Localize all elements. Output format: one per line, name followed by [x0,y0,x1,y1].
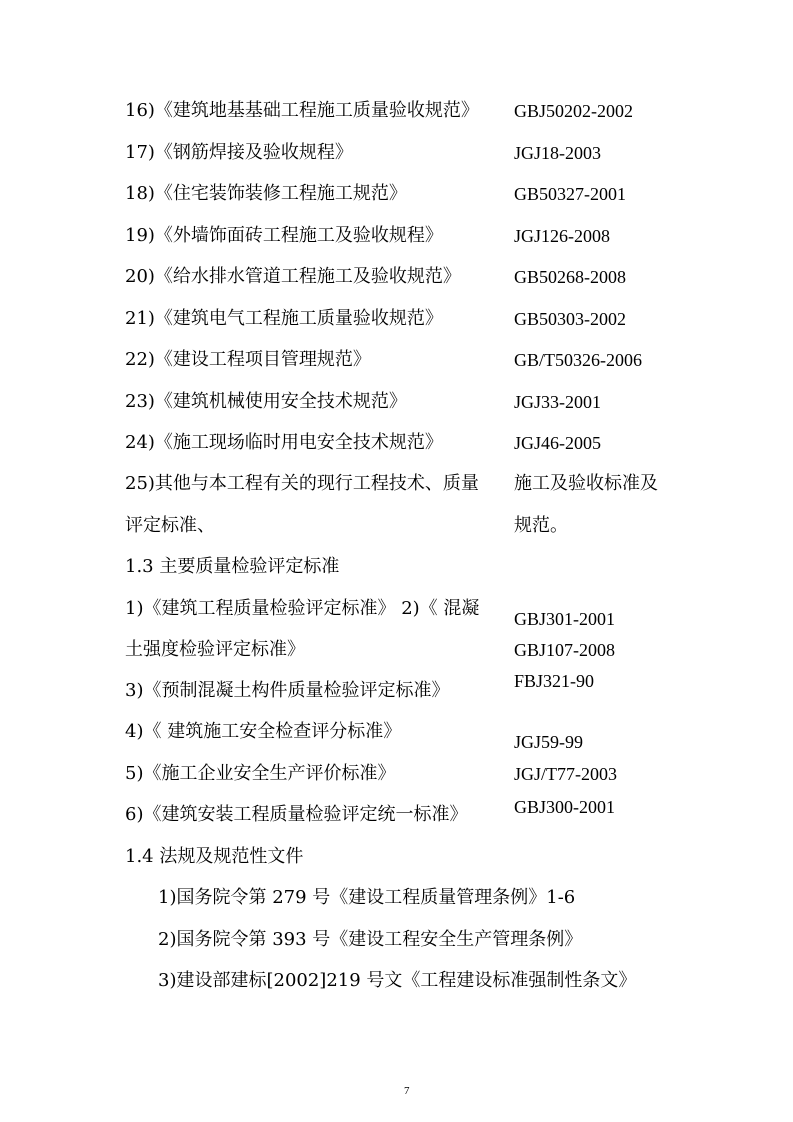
reference-code: GBJ50202-2002 [514,101,634,121]
standard-code: GBJ107-2008 [514,640,616,660]
standard-code: JGJ/T77-2003 [514,764,617,784]
reference-code: GB50268-2008 [514,267,626,287]
reference-code: GB/T50326-2006 [514,350,642,370]
standard-line: 土强度检验评定标准》 [125,639,305,660]
reference-title: 24)《施工现场临时用电安全技术规范》 [125,432,443,453]
reference-code: JGJ46-2005 [514,433,602,453]
reference-title: 17)《钢筋焊接及验收规程》 [125,142,353,163]
reference-title: 22)《建设工程项目管理规范》 [125,349,371,370]
section-heading-1-3: 1.3 主要质量检验评定标准 [125,556,340,577]
reference-code: JGJ18-2003 [514,143,602,163]
standard-code: GBJ301-2001 [514,609,616,629]
section-heading-1-4: 1.4 法规及规范性文件 [125,846,304,867]
reference-code: JGJ126-2008 [514,226,611,246]
standard-line: 1)《建筑工程质量检验评定标准》 2)《 混凝 [125,598,480,619]
standard-line: 4)《 建筑施工安全检查评分标准》 [125,721,402,742]
reference-code: JGJ33-2001 [514,392,602,412]
reference-title: 18)《住宅装饰装修工程施工规范》 [125,183,407,204]
standard-line: 5)《施工企业安全生产评价标准》 [125,763,396,784]
reference-code: GB50303-2002 [514,309,626,329]
item25-left-line1: 25)其他与本工程有关的现行工程技术、质量 [125,473,479,494]
standard-code: FBJ321-90 [514,671,595,691]
standard-code: GBJ300-2001 [514,797,616,817]
page-number: 7 [404,1085,410,1097]
reference-title: 23)《建筑机械使用安全技术规范》 [125,391,407,412]
reference-title: 20)《给水排水管道工程施工及验收规范》 [125,266,461,287]
reference-title: 16)《建筑地基基础工程施工质量验收规范》 [125,100,479,121]
regulation-item: 1)国务院令第 279 号《建设工程质量管理条例》1-6 [158,887,576,908]
regulation-item: 2)国务院令第 393 号《建设工程安全生产管理条例》 [158,929,583,950]
item25-right-line1: 施工及验收标准及 [514,473,658,494]
item25-right-line2: 规范。 [514,515,568,536]
reference-code: GB50327-2001 [514,184,626,204]
item25-left-line2: 评定标准、 [125,515,215,536]
regulation-item: 3)建设部建标[2002]219 号文《工程建设标准强制性条文》 [158,970,637,991]
standard-code: JGJ59-99 [514,732,584,752]
standard-line: 3)《预制混凝土构件质量检验评定标准》 [125,680,450,701]
reference-title: 21)《建筑电气工程施工质量验收规范》 [125,308,443,329]
reference-title: 19)《外墙饰面砖工程施工及验收规程》 [125,225,443,246]
standard-line: 6)《建筑安装工程质量检验评定统一标准》 [125,804,468,825]
